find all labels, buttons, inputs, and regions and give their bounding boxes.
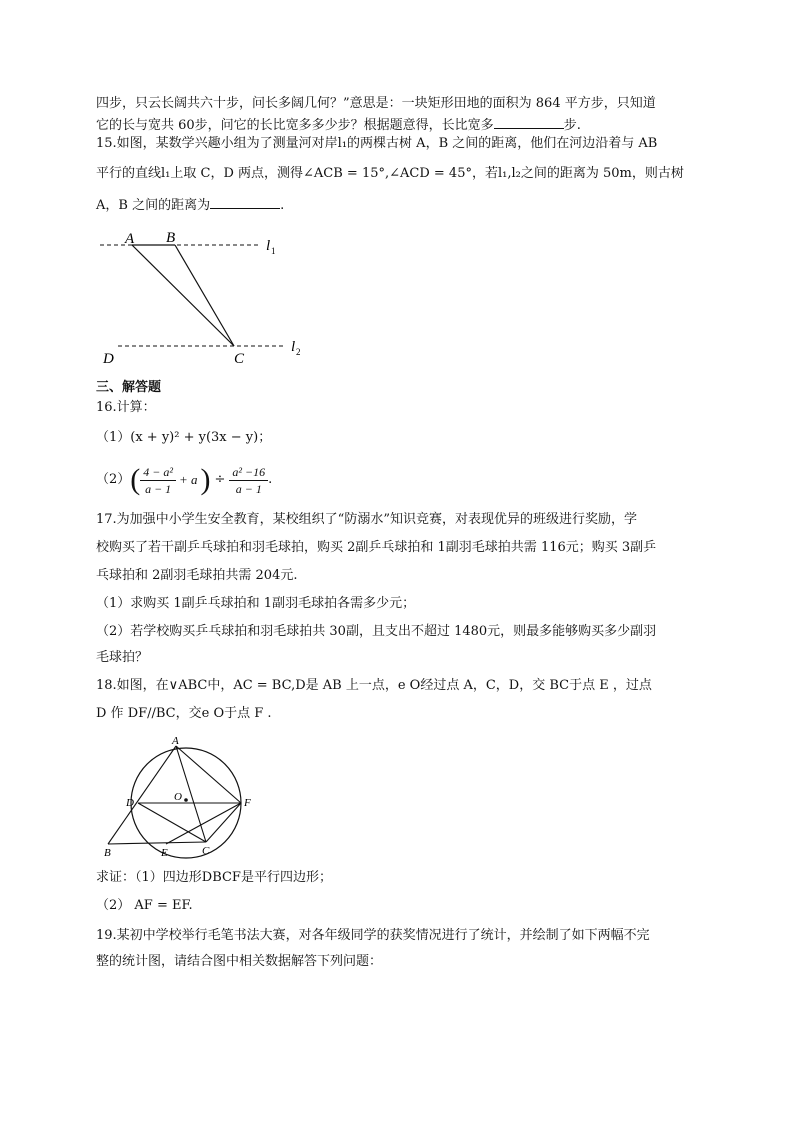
proof-part-1: 求证：（1）四边形DBCF是平行四边形； xyxy=(96,870,332,885)
label-e: E xyxy=(161,847,168,859)
problem-15-line-3-end: . xyxy=(280,198,285,213)
label-l2-sub: 2 xyxy=(296,347,301,357)
problem-16-title: 16.计算： xyxy=(96,400,156,415)
segment-bc xyxy=(108,842,206,844)
fraction-1-num: 4 − a² xyxy=(140,464,176,481)
problem-19-line-1: 19.某初中学校举行毛笔书法大赛，对各年级同学的获奖情况进行了统计，并绘制了如下两幅不完 xyxy=(96,928,650,943)
label-d: D xyxy=(126,797,134,809)
problem-17-line-2: 校购买了若干副乒乓球拍和羽毛球拍，购买 2副乒乓球拍和 1副羽毛球拍共需 116元；购买 3副乒 xyxy=(96,540,657,555)
problem-15-line-3-main: A，B 之间的距离为 xyxy=(96,198,211,213)
section-heading: 三、解答题 xyxy=(96,380,162,395)
fraction-2-den: a − 1 xyxy=(235,481,262,496)
label-c: C xyxy=(202,845,210,857)
label-d: D xyxy=(103,351,114,367)
label-l1-sub: 1 xyxy=(271,246,276,256)
fraction-1 xyxy=(140,464,176,497)
problem-15-line-2: 平行的直线l₁上取 C，D 两点，测得∠ACB = 15°,∠ACD = 45°，若l₁,l₂之间的距离为 50m，则古树 xyxy=(96,166,684,181)
segment-ab xyxy=(108,746,176,844)
text-line-2 xyxy=(96,114,581,136)
label-b: B xyxy=(104,847,111,859)
segment-af xyxy=(176,746,241,803)
label-l1: l xyxy=(266,238,271,254)
label-f: F xyxy=(244,797,251,809)
proof-part-2: （2） AF = EF. xyxy=(96,898,193,913)
problem-17-part-2-cont: 毛球拍？ xyxy=(96,650,149,665)
label-a: A xyxy=(172,735,179,747)
problem-16-part-2 xyxy=(96,462,272,498)
answer-blank-14 xyxy=(494,114,564,129)
label-l2: l xyxy=(291,339,296,355)
plus-a: + a xyxy=(178,472,198,487)
paren-close: ) xyxy=(200,463,211,496)
problem-17-line-1: 17.为加强中小学生安全教育，某校组织了“防溺水”知识竞赛，对表现优异的班级进行奖励，学 xyxy=(96,512,637,527)
divide-sign: ÷ xyxy=(214,472,226,487)
problem-18-line-1: 18.如图，在∨ABC中，AC = BC,D是 AB 上一点，e O经过点 A，C，D，交 BC于点 E ，过点 xyxy=(96,678,652,693)
point-o xyxy=(184,798,188,802)
fraction-2 xyxy=(229,464,268,497)
figure-18 xyxy=(96,734,266,864)
label-c: C xyxy=(234,351,245,367)
segment-cf xyxy=(206,803,241,842)
fraction-end: . xyxy=(268,472,273,487)
problem-16-part-1: （1）(x + y)² + y(3x − y)； xyxy=(96,430,272,445)
figure-15 xyxy=(96,226,316,371)
text-line-2-end: 步. xyxy=(563,118,581,133)
problem-15-line-3 xyxy=(96,194,284,216)
fraction-2-num: a² −16 xyxy=(229,464,268,481)
segment-ef xyxy=(166,803,241,844)
segment-ac xyxy=(132,245,234,346)
text-line-1: 四步，只云长阔共六十步，问长多阔几何？”意思是：一块矩形田地的面积为 864 平方步，只知道 xyxy=(96,96,656,111)
label-o: O xyxy=(174,791,182,803)
problem-17-part-1: （1）求购买 1副乒乓球拍和 1副羽毛球拍各需多少元； xyxy=(96,596,416,611)
label-b: B xyxy=(166,230,176,246)
text-line-2-main: 它的长与宽共 60步，问它的长比宽多多少步？根据题意得，长比宽多 xyxy=(96,118,494,133)
paren-open: ( xyxy=(130,463,141,496)
label-a: A xyxy=(125,231,135,247)
problem-19-line-2: 整的统计图，请结合图中相关数据解答下列问题： xyxy=(96,954,383,969)
answer-blank-15 xyxy=(210,194,280,209)
problem-18-line-2: D 作 DF//BC，交e O于点 F . xyxy=(96,706,272,721)
problem-17-part-2: （2）若学校购买乒乓球拍和羽毛球拍共 30副，且支出不超过 1480元，则最多能够购买多少副羽 xyxy=(96,624,657,639)
problem-17-line-3: 乓球拍和 2副羽毛球拍共需 204元. xyxy=(96,568,298,583)
part-2-label: （2） xyxy=(96,472,131,487)
fraction-1-den: a − 1 xyxy=(145,481,172,496)
problem-15-line-1: 15.如图，某数学兴趣小组为了测量河对岸l₁的两棵古树 A，B 之间的距离，他们在河边沿着与 AB xyxy=(96,136,658,151)
